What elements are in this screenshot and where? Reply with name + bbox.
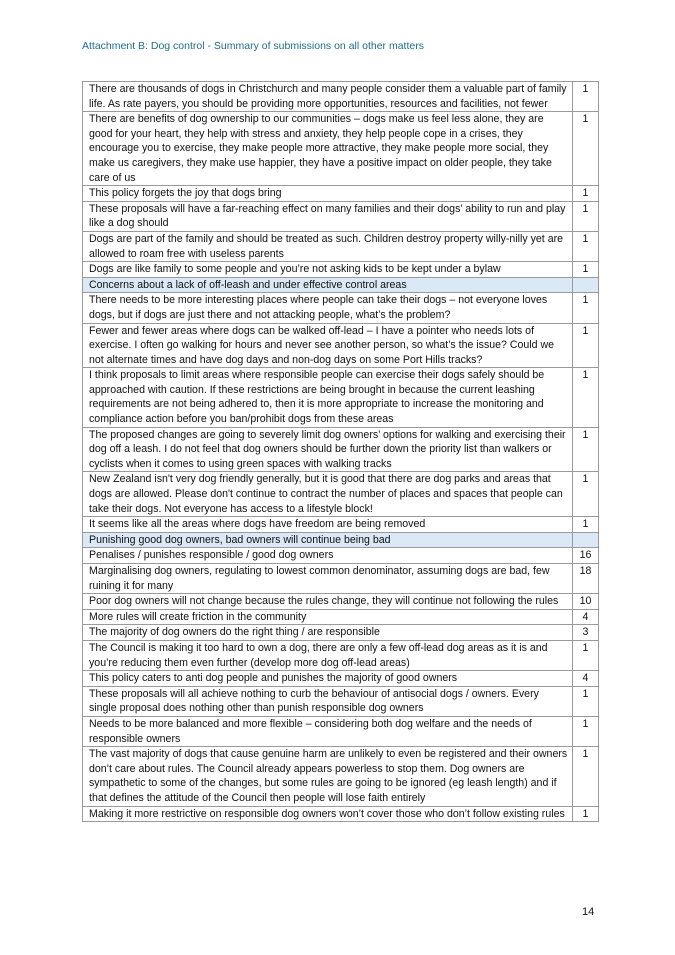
table-row bbox=[83, 747, 599, 806]
submission-count: 1 bbox=[573, 747, 599, 806]
comment-text: Dogs are part of the family and should be treated as such. Children destroy property willy-nilly yet are allowed to roam free with useless parents bbox=[83, 231, 573, 261]
submission-count: 1 bbox=[573, 323, 599, 368]
table-row bbox=[83, 112, 599, 186]
page-number: 14 bbox=[582, 906, 595, 918]
comment-text: Penalises / punishes responsible / good dog owners bbox=[83, 548, 573, 564]
comment-text: This policy caters to anti dog people and punishes the majority of good owners bbox=[83, 671, 573, 687]
submission-count: 1 bbox=[573, 82, 599, 112]
submission-count bbox=[573, 277, 599, 293]
submission-count: 16 bbox=[573, 548, 599, 564]
table-row bbox=[83, 806, 599, 822]
submission-count: 1 bbox=[573, 186, 599, 202]
submission-count: 1 bbox=[573, 231, 599, 261]
comment-text: Fewer and fewer areas where dogs can be walked off-lead – I have a pointer who needs lots of exercise. I often go walking for hours and never see another person, so what’s the issue? Could we not alternate times and have dog days and non-dog days on some Port Hills tracks? bbox=[83, 323, 573, 368]
comment-text: This policy forgets the joy that dogs bring bbox=[83, 186, 573, 202]
submission-count: 4 bbox=[573, 609, 599, 625]
comment-text: More rules will create friction in the community bbox=[83, 609, 573, 625]
comment-text: The majority of dog owners do the right thing / are responsible bbox=[83, 625, 573, 641]
table-row bbox=[83, 686, 599, 716]
submission-count: 1 bbox=[573, 517, 599, 533]
table-row bbox=[83, 564, 599, 594]
section-heading: Concerns about a lack of off-leash and under effective control areas bbox=[83, 277, 573, 293]
table-row bbox=[83, 640, 599, 670]
submission-count bbox=[573, 532, 599, 548]
document-header: Attachment B: Dog control - Summary of submissions on all other matters bbox=[82, 40, 424, 52]
table-row bbox=[83, 625, 599, 641]
comment-text: There needs to be more interesting places where people can take their dogs – not everyone loves dogs, but if dogs are just there and not attacking people, what’s the problem? bbox=[83, 293, 573, 323]
comment-text: Dogs are like family to some people and you’re not asking kids to be kept under a bylaw bbox=[83, 262, 573, 278]
comment-text: There are benefits of dog ownership to our communities – dogs make us feel less alone, they are good for your heart, they help with stress and anxiety, they help people cope in a crises, they encourage you to exercise, they make people more attractive, they make people more social, they make us caregivers, they make use happier, they have a positive impact on older people, they take care of us bbox=[83, 112, 573, 186]
table-row bbox=[83, 262, 599, 278]
table-row bbox=[83, 716, 599, 746]
table-row bbox=[83, 548, 599, 564]
comment-text: It seems like all the areas where dogs have freedom are being removed bbox=[83, 517, 573, 533]
submission-count: 1 bbox=[573, 201, 599, 231]
submission-count: 1 bbox=[573, 686, 599, 716]
table-row bbox=[83, 201, 599, 231]
comment-text: I think proposals to limit areas where responsible people can exercise their dogs safely should be approached with caution. If these restrictions are being brought in because the current leashing requirements are not being adhered to, then it is more appropriate to increase the monitoring and compliance action before you ban/prohibit dogs from these areas bbox=[83, 368, 573, 427]
table-row bbox=[83, 427, 599, 472]
submission-count: 1 bbox=[573, 716, 599, 746]
submission-count: 1 bbox=[573, 806, 599, 822]
comment-text: Needs to be more balanced and more flexible – considering both dog welfare and the needs of responsible owners bbox=[83, 716, 573, 746]
comment-text: New Zealand isn't very dog friendly generally, but it is good that there are dog parks and areas that dogs are allowed. Please don't continue to contract the number of places and spaces that people can take their dogs. Not everyone has access to a lifestyle block! bbox=[83, 472, 573, 517]
section-heading: Punishing good dog owners, bad owners will continue being bad bbox=[83, 532, 573, 548]
section-heading-row bbox=[83, 277, 599, 293]
submission-count: 18 bbox=[573, 564, 599, 594]
submission-count: 4 bbox=[573, 671, 599, 687]
table-row bbox=[83, 472, 599, 517]
comment-text: Making it more restrictive on responsible dog owners won’t cover those who don’t follow existing rules bbox=[83, 806, 573, 822]
table-row bbox=[83, 293, 599, 323]
submission-count: 1 bbox=[573, 427, 599, 472]
comment-text: The proposed changes are going to severely limit dog owners’ options for walking and exercising their dog off a leash. I do not feel that dog owners should be further down the priority list than walkers or cyclists when it comes to using green spaces with walking tracks bbox=[83, 427, 573, 472]
comment-text: The vast majority of dogs that cause genuine harm are unlikely to even be registered and their owners don’t care about rules. The Council already appears powerless to stop them. Dog owners are sympathetic to some of the changes, but some rules are going to be ignored (eg leash length) and if that defines the attitude of the Council then people will lose faith entirely bbox=[83, 747, 573, 806]
comment-text: These proposals will have a far-reaching effect on many families and their dogs’ ability to run and play like a dog should bbox=[83, 201, 573, 231]
submission-count: 1 bbox=[573, 293, 599, 323]
submission-count: 1 bbox=[573, 112, 599, 186]
table-row bbox=[83, 594, 599, 610]
comment-text: These proposals will all achieve nothing to curb the behaviour of antisocial dogs / owners. Every single proposal does nothing other than punish responsible dog owners bbox=[83, 686, 573, 716]
submissions-table bbox=[82, 81, 599, 822]
table-row bbox=[83, 609, 599, 625]
table-row bbox=[83, 671, 599, 687]
table-row bbox=[83, 186, 599, 202]
table-row bbox=[83, 368, 599, 427]
submission-count: 3 bbox=[573, 625, 599, 641]
table-row bbox=[83, 323, 599, 368]
submission-count: 1 bbox=[573, 640, 599, 670]
comment-text: The Council is making it too hard to own a dog, there are only a few off-lead dog areas as it is and you’re reducing them even further (develop more dog off-lead areas) bbox=[83, 640, 573, 670]
submission-count: 1 bbox=[573, 262, 599, 278]
section-heading-row bbox=[83, 532, 599, 548]
comment-text: Poor dog owners will not change because the rules change, they will continue not following the rules bbox=[83, 594, 573, 610]
comment-text: Marginalising dog owners, regulating to lowest common denominator, assuming dogs are bad, few ruining it for many bbox=[83, 564, 573, 594]
table-row bbox=[83, 231, 599, 261]
table-row bbox=[83, 82, 599, 112]
submissions-table-body bbox=[83, 82, 599, 822]
submission-count: 1 bbox=[573, 472, 599, 517]
submission-count: 10 bbox=[573, 594, 599, 610]
table-row bbox=[83, 517, 599, 533]
comment-text: There are thousands of dogs in Christchurch and many people consider them a valuable part of family life. As rate payers, you should be providing more opportunities, resources and facilities, not fewer bbox=[83, 82, 573, 112]
submission-count: 1 bbox=[573, 368, 599, 427]
